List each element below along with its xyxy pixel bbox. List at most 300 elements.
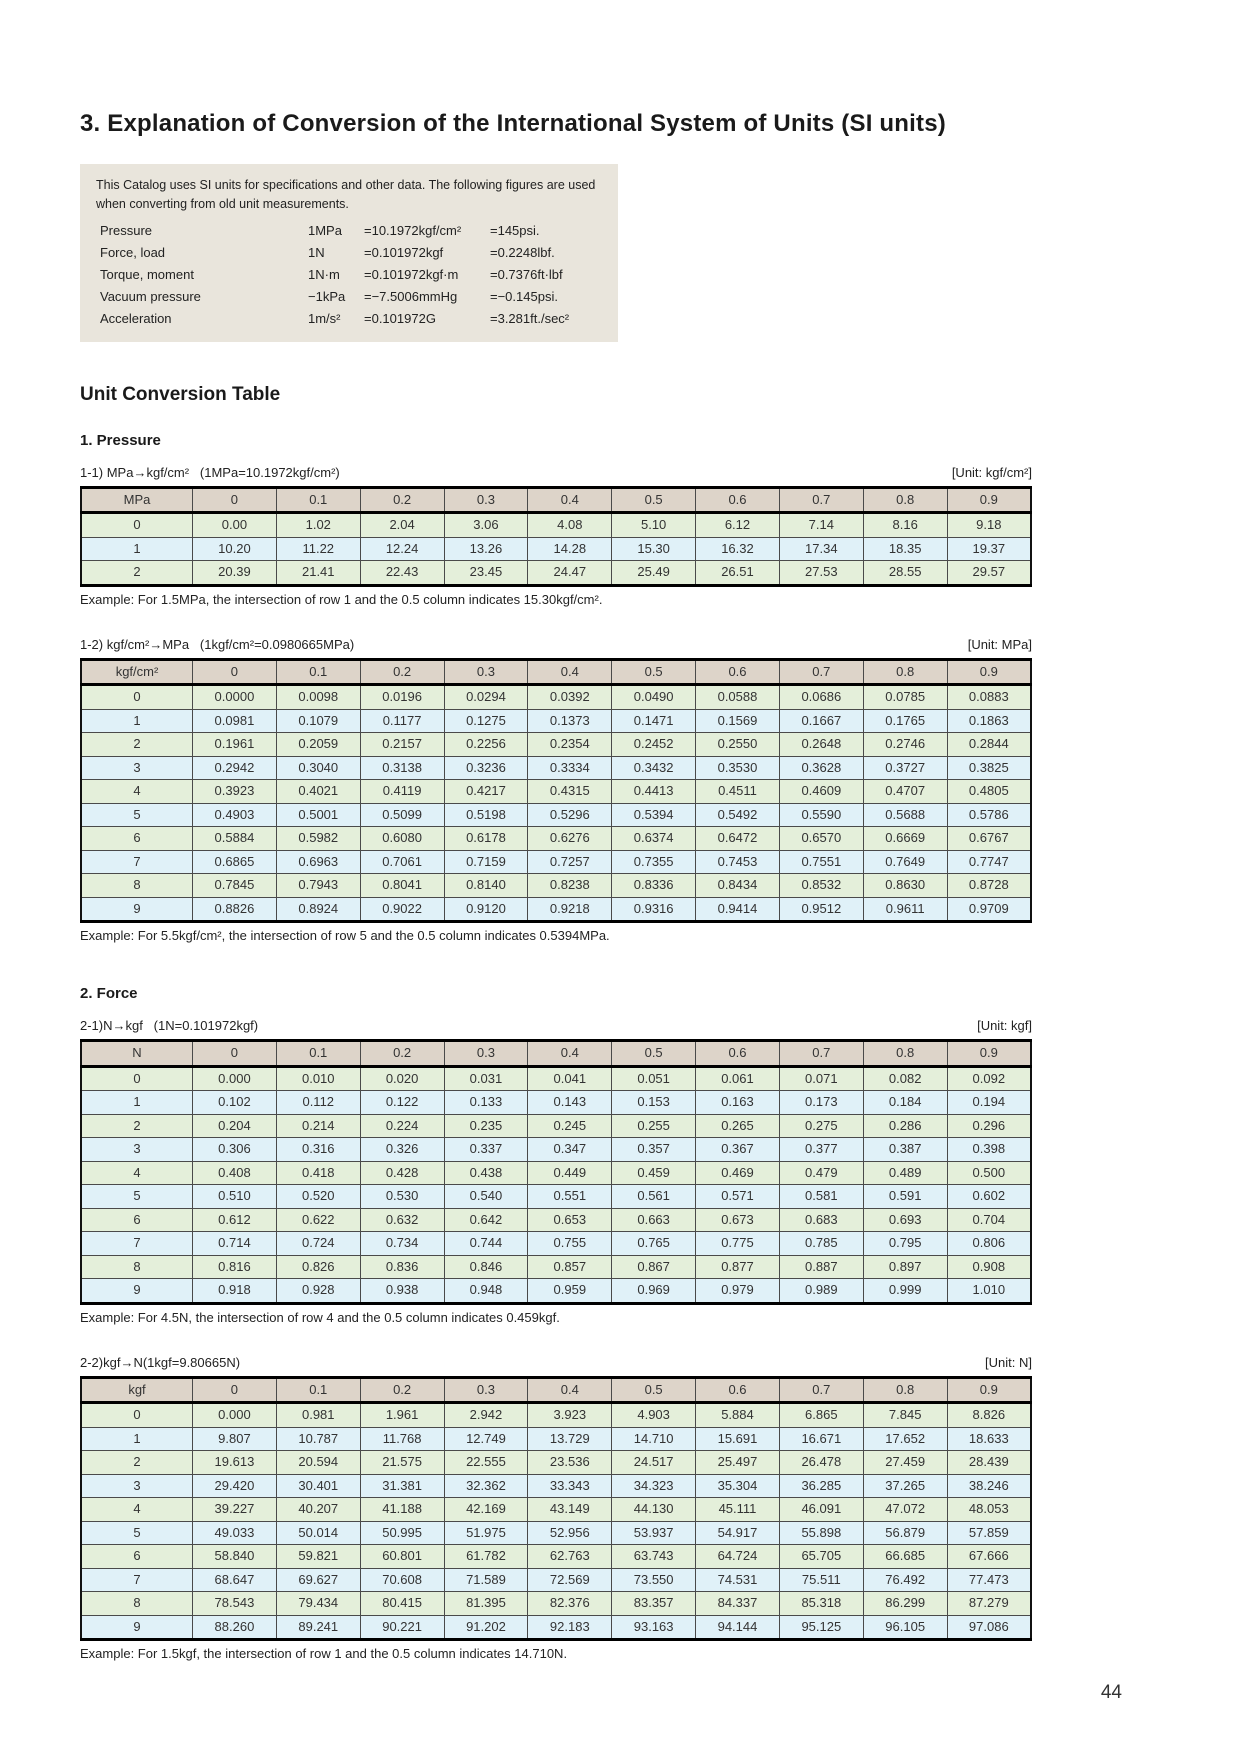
value-cell: 0.449 bbox=[528, 1161, 612, 1185]
value-cell: 67.666 bbox=[947, 1545, 1031, 1569]
value-cell: 0.1961 bbox=[193, 733, 277, 757]
value-cell: 0.938 bbox=[360, 1279, 444, 1304]
value-cell: 0.6276 bbox=[528, 827, 612, 851]
value-cell: 0.8238 bbox=[528, 874, 612, 898]
column-header: 0.4 bbox=[528, 487, 612, 513]
value-cell: 0.1275 bbox=[444, 709, 528, 733]
value-cell: 0.724 bbox=[276, 1232, 360, 1256]
value-cell: 0.7551 bbox=[779, 850, 863, 874]
value-cell: 0.673 bbox=[696, 1208, 780, 1232]
row-header: 5 bbox=[81, 803, 193, 827]
table-row bbox=[81, 1545, 1031, 1569]
value-cell: 0.3727 bbox=[863, 756, 947, 780]
caption-row-2-2 bbox=[80, 1355, 1032, 1370]
value-cell: 48.053 bbox=[947, 1498, 1031, 1522]
value-cell: 54.917 bbox=[696, 1521, 780, 1545]
value-cell: 0.1177 bbox=[360, 709, 444, 733]
table-row bbox=[81, 1568, 1031, 1592]
value-cell: 0.999 bbox=[863, 1279, 947, 1304]
table-row bbox=[81, 1161, 1031, 1185]
value-cell: 28.439 bbox=[947, 1451, 1031, 1475]
value-cell: 79.434 bbox=[276, 1592, 360, 1616]
value-cell: 0.948 bbox=[444, 1279, 528, 1304]
value-cell: 0.734 bbox=[360, 1232, 444, 1256]
unit-label-2-1: [Unit: kgf] bbox=[977, 1018, 1032, 1034]
value-cell: 17.652 bbox=[863, 1427, 947, 1451]
column-header: 0.9 bbox=[947, 1041, 1031, 1067]
value-cell: 45.111 bbox=[696, 1498, 780, 1522]
value-cell: 0.438 bbox=[444, 1161, 528, 1185]
column-header: 0.5 bbox=[612, 1377, 696, 1403]
value-cell: 60.801 bbox=[360, 1545, 444, 1569]
column-header: 0.7 bbox=[779, 659, 863, 685]
column-header: 0 bbox=[193, 1041, 277, 1067]
value-cell: 0.918 bbox=[193, 1279, 277, 1304]
value-cell: 38.246 bbox=[947, 1474, 1031, 1498]
value-cell: 0.4021 bbox=[276, 780, 360, 804]
value-cell: 0.857 bbox=[528, 1255, 612, 1279]
value-cell: 0.632 bbox=[360, 1208, 444, 1232]
value-cell: 0.0000 bbox=[193, 685, 277, 710]
value-cell: 57.859 bbox=[947, 1521, 1031, 1545]
value-cell: 0.887 bbox=[779, 1255, 863, 1279]
value-cell: 0.255 bbox=[612, 1114, 696, 1138]
value-cell: 0.112 bbox=[276, 1091, 360, 1115]
row-header: 6 bbox=[81, 1208, 193, 1232]
row-header: Vacuum pressure bbox=[100, 289, 201, 305]
table-row bbox=[81, 733, 1031, 757]
value-cell: 68.647 bbox=[193, 1568, 277, 1592]
value-cell: 0.908 bbox=[947, 1255, 1031, 1279]
value-cell: 0.612 bbox=[193, 1208, 277, 1232]
value-cell: 18.633 bbox=[947, 1427, 1031, 1451]
value-cell: 74.531 bbox=[696, 1568, 780, 1592]
value-cell: 0.245 bbox=[528, 1114, 612, 1138]
unit-corner-header: kgf/cm² bbox=[81, 659, 193, 685]
value-cell: 0.5296 bbox=[528, 803, 612, 827]
value-cell: 0.0196 bbox=[360, 685, 444, 710]
value-cell: 0.5884 bbox=[193, 827, 277, 851]
value-cell: 0.398 bbox=[947, 1138, 1031, 1162]
value-cell: 2.942 bbox=[444, 1403, 528, 1428]
value-cell: 16.671 bbox=[779, 1427, 863, 1451]
value-cell: 0.3628 bbox=[779, 756, 863, 780]
column-header: 0.2 bbox=[360, 659, 444, 685]
value-cell: 0.306 bbox=[193, 1138, 277, 1162]
value-cell: 0.959 bbox=[528, 1279, 612, 1304]
value-cell: 12.24 bbox=[360, 537, 444, 561]
value-cell: 11.768 bbox=[360, 1427, 444, 1451]
value-cell: 0.6178 bbox=[444, 827, 528, 851]
value-cell: 0.2059 bbox=[276, 733, 360, 757]
table-caption-2-2: 2-2)kgf→N(1kgf=9.80665N) bbox=[80, 1354, 241, 1370]
header-row bbox=[81, 659, 1031, 685]
row-header: 2 bbox=[81, 733, 193, 757]
table-row bbox=[81, 1114, 1031, 1138]
value-cell: 0.7453 bbox=[696, 850, 780, 874]
column-header: 0.4 bbox=[528, 1041, 612, 1067]
value-cell: 24.517 bbox=[612, 1451, 696, 1475]
value-cell: 0.981 bbox=[276, 1403, 360, 1428]
column-header: 0 bbox=[193, 1377, 277, 1403]
conversion-table-n-to-kgf bbox=[80, 1039, 1032, 1305]
value-cell: 0.173 bbox=[779, 1091, 863, 1115]
example-note-2-2: Example: For 1.5kgf, the intersection of row 1 and the 0.5 column indicates 14.710N. bbox=[80, 1646, 568, 1662]
column-header: 0.4 bbox=[528, 659, 612, 685]
value-cell: 0.9316 bbox=[612, 897, 696, 922]
value-cell: 34.323 bbox=[612, 1474, 696, 1498]
table-row bbox=[81, 1427, 1031, 1451]
value-cell: 72.569 bbox=[528, 1568, 612, 1592]
value-cell: 56.879 bbox=[863, 1521, 947, 1545]
column-header: 0.1 bbox=[276, 1041, 360, 1067]
value-cell: 0.1079 bbox=[276, 709, 360, 733]
row-header: 6 bbox=[81, 827, 193, 851]
value-cell: 0.928 bbox=[276, 1279, 360, 1304]
value-cell: 27.53 bbox=[779, 561, 863, 586]
column-header: 0.2 bbox=[360, 487, 444, 513]
value-cell: 59.821 bbox=[276, 1545, 360, 1569]
value-cell: 0.4805 bbox=[947, 780, 1031, 804]
value-cell: 0.806 bbox=[947, 1232, 1031, 1256]
value-cell: 14.28 bbox=[528, 537, 612, 561]
value-cell: 21.41 bbox=[276, 561, 360, 586]
value-cell: 53.937 bbox=[612, 1521, 696, 1545]
value-cell: 39.227 bbox=[193, 1498, 277, 1522]
value-cell: 0.469 bbox=[696, 1161, 780, 1185]
value-cell: 64.724 bbox=[696, 1545, 780, 1569]
table-row bbox=[81, 1138, 1031, 1162]
row-header: 2 bbox=[81, 561, 193, 586]
table-row bbox=[81, 1403, 1031, 1428]
value-cell: 0.1863 bbox=[947, 709, 1031, 733]
value-cell: 0.204 bbox=[193, 1114, 277, 1138]
value-cell: 19.37 bbox=[947, 537, 1031, 561]
value-cell: 0.2648 bbox=[779, 733, 863, 757]
value-cell: 80.415 bbox=[360, 1592, 444, 1616]
value-cell: 0.9611 bbox=[863, 897, 947, 922]
value-cell: 0.286 bbox=[863, 1114, 947, 1138]
caption-row-2-1 bbox=[80, 1018, 1032, 1033]
value-cell: 1.961 bbox=[360, 1403, 444, 1428]
value-cell: −1kPa bbox=[308, 289, 346, 305]
value-cell: 0.5394 bbox=[612, 803, 696, 827]
value-cell: 0.602 bbox=[947, 1185, 1031, 1209]
column-header: 0.3 bbox=[444, 1377, 528, 1403]
value-cell: 0.387 bbox=[863, 1138, 947, 1162]
value-cell: 0.428 bbox=[360, 1161, 444, 1185]
value-cell: 0.642 bbox=[444, 1208, 528, 1232]
value-cell: 5.884 bbox=[696, 1403, 780, 1428]
value-cell: 0.591 bbox=[863, 1185, 947, 1209]
table-row bbox=[81, 561, 1031, 586]
value-cell: 13.729 bbox=[528, 1427, 612, 1451]
value-cell: 9.18 bbox=[947, 513, 1031, 538]
column-header: 0.3 bbox=[444, 659, 528, 685]
value-cell: 0.163 bbox=[696, 1091, 780, 1115]
value-cell: 95.125 bbox=[779, 1615, 863, 1640]
value-cell: 1MPa bbox=[308, 223, 342, 239]
value-cell: 29.57 bbox=[947, 561, 1031, 586]
value-cell: 55.898 bbox=[779, 1521, 863, 1545]
value-cell: 26.51 bbox=[696, 561, 780, 586]
value-cell: 0.153 bbox=[612, 1091, 696, 1115]
value-cell: 69.627 bbox=[276, 1568, 360, 1592]
column-header: 0.8 bbox=[863, 487, 947, 513]
unit-corner-header: kgf bbox=[81, 1377, 193, 1403]
row-header: 8 bbox=[81, 874, 193, 898]
value-cell: 0.122 bbox=[360, 1091, 444, 1115]
section-heading-force: 2. Force bbox=[80, 985, 138, 1003]
table-row bbox=[81, 709, 1031, 733]
value-cell: 66.685 bbox=[863, 1545, 947, 1569]
value-cell: 0.071 bbox=[779, 1066, 863, 1091]
value-cell: 41.188 bbox=[360, 1498, 444, 1522]
value-cell: 0.194 bbox=[947, 1091, 1031, 1115]
value-cell: 88.260 bbox=[193, 1615, 277, 1640]
value-cell: 0.2550 bbox=[696, 733, 780, 757]
value-cell: 87.279 bbox=[947, 1592, 1031, 1616]
row-header: 1 bbox=[81, 1091, 193, 1115]
value-cell: 22.555 bbox=[444, 1451, 528, 1475]
row-header: 0 bbox=[81, 685, 193, 710]
value-cell: 19.613 bbox=[193, 1451, 277, 1475]
table-row bbox=[81, 1185, 1031, 1209]
value-cell: 0.0294 bbox=[444, 685, 528, 710]
value-cell: 0.9120 bbox=[444, 897, 528, 922]
unit-label-1-1: [Unit: kgf/cm²] bbox=[951, 464, 1032, 480]
value-cell: 35.304 bbox=[696, 1474, 780, 1498]
value-cell: 24.47 bbox=[528, 561, 612, 586]
table-row bbox=[96, 264, 602, 286]
value-cell: =−0.145psi. bbox=[490, 289, 558, 305]
value-cell: =3.281ft./sec² bbox=[490, 311, 570, 327]
value-cell: 0.744 bbox=[444, 1232, 528, 1256]
row-header: 7 bbox=[81, 1568, 193, 1592]
column-header: 0.9 bbox=[947, 487, 1031, 513]
si-units-note-box bbox=[80, 164, 618, 342]
value-cell: 0.7355 bbox=[612, 850, 696, 874]
value-cell: 21.575 bbox=[360, 1451, 444, 1475]
value-cell: 32.362 bbox=[444, 1474, 528, 1498]
value-cell: 9.807 bbox=[193, 1427, 277, 1451]
value-cell: 0.846 bbox=[444, 1255, 528, 1279]
value-cell: =0.2248lbf. bbox=[490, 245, 555, 261]
value-cell: 17.34 bbox=[779, 537, 863, 561]
value-cell: 0.4119 bbox=[360, 780, 444, 804]
value-cell: 65.705 bbox=[779, 1545, 863, 1569]
unit-label-2-2: [Unit: N] bbox=[985, 1354, 1032, 1370]
value-cell: 0.337 bbox=[444, 1138, 528, 1162]
value-cell: 0.143 bbox=[528, 1091, 612, 1115]
table-row bbox=[81, 1279, 1031, 1304]
table-row bbox=[81, 897, 1031, 922]
value-cell: 0.6080 bbox=[360, 827, 444, 851]
value-cell: 0.2256 bbox=[444, 733, 528, 757]
value-cell: 0.3236 bbox=[444, 756, 528, 780]
value-cell: 0.765 bbox=[612, 1232, 696, 1256]
conversion-table-kgf-to-n bbox=[80, 1376, 1032, 1642]
row-header: 6 bbox=[81, 1545, 193, 1569]
row-header: 4 bbox=[81, 1161, 193, 1185]
column-header: 0.7 bbox=[779, 1377, 863, 1403]
row-header: 3 bbox=[81, 1474, 193, 1498]
value-cell: 1N bbox=[308, 245, 325, 261]
value-cell: 0.4609 bbox=[779, 780, 863, 804]
value-cell: 0.3923 bbox=[193, 780, 277, 804]
value-cell: 0.0588 bbox=[696, 685, 780, 710]
value-cell: 58.840 bbox=[193, 1545, 277, 1569]
value-cell: 70.608 bbox=[360, 1568, 444, 1592]
value-cell: 1m/s² bbox=[308, 311, 341, 327]
value-cell: 0.0883 bbox=[947, 685, 1031, 710]
value-cell: 89.241 bbox=[276, 1615, 360, 1640]
value-cell: 83.357 bbox=[612, 1592, 696, 1616]
value-cell: 0.4413 bbox=[612, 780, 696, 804]
conversion-table-mpa-to-kgfcm2 bbox=[80, 486, 1032, 587]
column-header: 0.7 bbox=[779, 487, 863, 513]
value-cell: 0.00 bbox=[193, 513, 277, 538]
value-cell: 0.7159 bbox=[444, 850, 528, 874]
value-cell: 90.221 bbox=[360, 1615, 444, 1640]
table-caption-1-1: 1-1) MPa→kgf/cm² (1MPa=10.1972kgf/cm²) bbox=[80, 464, 340, 480]
value-cell: 0.663 bbox=[612, 1208, 696, 1232]
row-header: 4 bbox=[81, 780, 193, 804]
table-row bbox=[81, 780, 1031, 804]
value-cell: 63.743 bbox=[612, 1545, 696, 1569]
value-cell: =145psi. bbox=[490, 223, 540, 239]
table-row bbox=[81, 1615, 1031, 1640]
header-row bbox=[81, 1041, 1031, 1067]
value-cell: 91.202 bbox=[444, 1615, 528, 1640]
value-cell: 30.401 bbox=[276, 1474, 360, 1498]
value-cell: 73.550 bbox=[612, 1568, 696, 1592]
column-header: 0 bbox=[193, 659, 277, 685]
value-cell: 5.10 bbox=[612, 513, 696, 538]
value-cell: 0.8041 bbox=[360, 874, 444, 898]
value-cell: 22.43 bbox=[360, 561, 444, 586]
value-cell: 0.571 bbox=[696, 1185, 780, 1209]
value-cell: 1.010 bbox=[947, 1279, 1031, 1304]
value-cell: 0.1373 bbox=[528, 709, 612, 733]
value-cell: 0.6767 bbox=[947, 827, 1031, 851]
row-header: 1 bbox=[81, 537, 193, 561]
value-cell: 25.49 bbox=[612, 561, 696, 586]
value-cell: 33.343 bbox=[528, 1474, 612, 1498]
value-cell: 0.326 bbox=[360, 1138, 444, 1162]
column-header: 0.4 bbox=[528, 1377, 612, 1403]
value-cell: 20.39 bbox=[193, 561, 277, 586]
value-cell: 14.710 bbox=[612, 1427, 696, 1451]
value-cell: 0.2746 bbox=[863, 733, 947, 757]
value-cell: 0.714 bbox=[193, 1232, 277, 1256]
si-conversion-definitions bbox=[96, 220, 602, 330]
value-cell: 0.775 bbox=[696, 1232, 780, 1256]
value-cell: 8.826 bbox=[947, 1403, 1031, 1428]
value-cell: 0.653 bbox=[528, 1208, 612, 1232]
column-header: 0.1 bbox=[276, 1377, 360, 1403]
table-row bbox=[81, 513, 1031, 538]
value-cell: 0.500 bbox=[947, 1161, 1031, 1185]
column-header: 0.1 bbox=[276, 487, 360, 513]
value-cell: 78.543 bbox=[193, 1592, 277, 1616]
value-cell: 8.16 bbox=[863, 513, 947, 538]
value-cell: 0.530 bbox=[360, 1185, 444, 1209]
table-row bbox=[81, 1255, 1031, 1279]
value-cell: 0.5001 bbox=[276, 803, 360, 827]
value-cell: 12.749 bbox=[444, 1427, 528, 1451]
conversion-table-kgfcm2-to-mpa bbox=[80, 658, 1032, 924]
value-cell: =0.101972kgf·m bbox=[364, 267, 459, 283]
row-header: 8 bbox=[81, 1255, 193, 1279]
row-header: Acceleration bbox=[100, 311, 172, 327]
value-cell: 20.594 bbox=[276, 1451, 360, 1475]
value-cell: 75.511 bbox=[779, 1568, 863, 1592]
value-cell: 0.061 bbox=[696, 1066, 780, 1091]
value-cell: 0.8434 bbox=[696, 874, 780, 898]
value-cell: 18.35 bbox=[863, 537, 947, 561]
value-cell: 1N·m bbox=[308, 267, 340, 283]
table-row bbox=[81, 1592, 1031, 1616]
column-header: 0.5 bbox=[612, 659, 696, 685]
value-cell: 62.763 bbox=[528, 1545, 612, 1569]
value-cell: 23.536 bbox=[528, 1451, 612, 1475]
value-cell: 61.782 bbox=[444, 1545, 528, 1569]
column-header: 0 bbox=[193, 487, 277, 513]
value-cell: 10.787 bbox=[276, 1427, 360, 1451]
table-row bbox=[81, 1208, 1031, 1232]
value-cell: 15.30 bbox=[612, 537, 696, 561]
value-cell: 0.3334 bbox=[528, 756, 612, 780]
value-cell: 0.9218 bbox=[528, 897, 612, 922]
column-header: 0.2 bbox=[360, 1041, 444, 1067]
value-cell: 0.8728 bbox=[947, 874, 1031, 898]
table-row bbox=[96, 286, 602, 308]
value-cell: 1.02 bbox=[276, 513, 360, 538]
row-header: 7 bbox=[81, 850, 193, 874]
value-cell: 0.316 bbox=[276, 1138, 360, 1162]
row-header: 4 bbox=[81, 1498, 193, 1522]
value-cell: 4.903 bbox=[612, 1403, 696, 1428]
value-cell: 0.367 bbox=[696, 1138, 780, 1162]
value-cell: 0.3040 bbox=[276, 756, 360, 780]
value-cell: 0.540 bbox=[444, 1185, 528, 1209]
value-cell: 0.826 bbox=[276, 1255, 360, 1279]
value-cell: 0.0392 bbox=[528, 685, 612, 710]
table-row bbox=[81, 1066, 1031, 1091]
row-header: 1 bbox=[81, 1427, 193, 1451]
value-cell: 0.479 bbox=[779, 1161, 863, 1185]
value-cell: 0.7747 bbox=[947, 850, 1031, 874]
value-cell: 76.492 bbox=[863, 1568, 947, 1592]
table-row bbox=[81, 1232, 1031, 1256]
value-cell: 31.381 bbox=[360, 1474, 444, 1498]
value-cell: 0.459 bbox=[612, 1161, 696, 1185]
value-cell: 0.561 bbox=[612, 1185, 696, 1209]
value-cell: 0.8336 bbox=[612, 874, 696, 898]
column-header: 0.8 bbox=[863, 659, 947, 685]
value-cell: 0.8924 bbox=[276, 897, 360, 922]
value-cell: 29.420 bbox=[193, 1474, 277, 1498]
value-cell: 0.051 bbox=[612, 1066, 696, 1091]
value-cell: 0.5099 bbox=[360, 803, 444, 827]
row-header: 9 bbox=[81, 1279, 193, 1304]
example-note-2-1: Example: For 4.5N, the intersection of row 4 and the 0.5 column indicates 0.459kgf. bbox=[80, 1309, 560, 1325]
table-row bbox=[81, 803, 1031, 827]
value-cell: 7.845 bbox=[863, 1403, 947, 1428]
value-cell: 0.581 bbox=[779, 1185, 863, 1209]
column-header: 0.7 bbox=[779, 1041, 863, 1067]
